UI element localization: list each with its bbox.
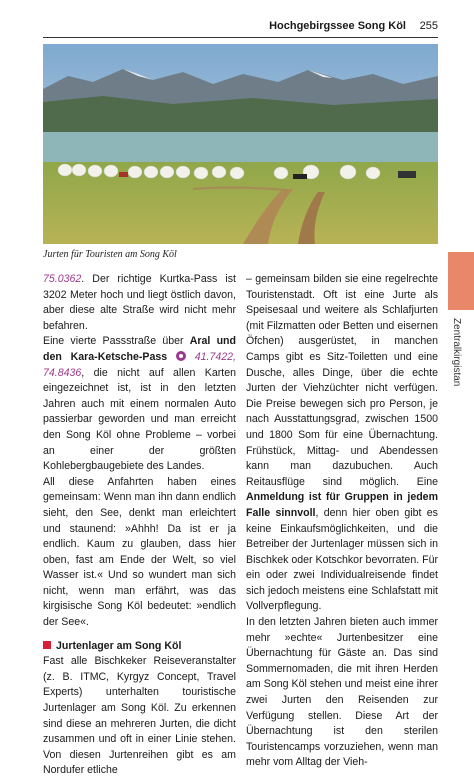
- coordinate: 41.7422, 74.8436: [43, 350, 236, 379]
- paragraph-text: Eine vierte Passstraße über: [43, 335, 190, 348]
- page-number: 255: [419, 20, 438, 32]
- section-title: Jurtenlager am Song Köl: [56, 639, 182, 652]
- paragraph-text: , denn hier oben gibt es keine Einkaufsmöglichkeiten, und die Betreiber der Jurtenlager müssen sich in Bischkek oder Kotschkor bevorraten. Für ein oder zwei Individualreisende findet sich jedoch meistens eine Schlafstatt mit Vollverpflegung.: [246, 506, 438, 613]
- photo-caption: Jurten für Touristen am Song Köl: [43, 249, 177, 260]
- paragraph: [246, 272, 438, 615]
- paragraph-text: – gemeinsam bilden sie eine regelrechte Touristenstadt. Oft ist eine Jurte als Speisesaal und weitere als Schlafjurten (mit Filzmatten oder Betten und eisernen Öfchen) ausgerüstet, in manchen Camps gibt es Sitz-Toiletten und eine Dusche, alles Dinge, über die echte Jurten der Viehzüchter nicht verfügen. Die Preise bewegen sich pro Person, je nach Ausstattungsgrad, zwischen 1500 und 1800 Som für eine Übernachtung. Frühstück, Mittag- und Abendessen kann man dazubuchen. Auch Reitausflüge sind möglich. Eine: [246, 273, 438, 488]
- coordinate: 75.0362: [43, 273, 82, 285]
- paragraph: [43, 272, 236, 334]
- header-rule: [43, 37, 438, 38]
- gps-icon: [176, 351, 186, 361]
- paragraph-text: , die nicht auf allen Karten eingezeichnet ist, ist in den letzten Jahren auch mit einem normalen Auto passierbar geworden und man erreicht den Song Köl ohne Probleme – vorbei an einer der größten Kohlebergbaugebiete des Landes.: [43, 366, 236, 473]
- yurt-camp-photo: [43, 44, 438, 244]
- section-marker-icon: [43, 641, 51, 649]
- chapter-tab: [448, 252, 474, 310]
- paragraph: All diese Anfahrten haben eines gemeinsam: Wenn man ihn dann endlich sieht, den See, denkt man erleichtert und staunend: »Ahhh! Da ist er ja endlich. Kaum zu glauben, dass hier oben, fast am Ende der Welt, so viel Wasser ist.« Und so wundert man sich nicht, wenn man erfährt, was das kirgisische Song Köl bedeutet: »endlich der See«.: [43, 475, 236, 629]
- paragraph: In den letzten Jahren bieten auch immer mehr »echte« Jurtenbesitzer eine Übernachtung für Gäste an. Das sind Sommernomaden, die mit ihren Herden am Song Köl stehen und meist eine ihrer zwei Jurten den Reisenden zur Verfügung stellen. Diese Art der Übernachtung ist den sterilen Touristencamps vorzuziehen, wenn man mehr vom Alltag der Vieh-: [246, 616, 438, 769]
- text-column-left: [43, 272, 236, 779]
- chapter-label: Zentralkirgistan: [451, 318, 462, 387]
- bold-text: Aral und den Kara-Ketsche-Pass: [43, 335, 236, 363]
- text-column-right: [246, 272, 438, 771]
- bold-text: Anmeldung ist für Gruppen in jedem Falle sinnvoll: [246, 491, 438, 519]
- paragraph: Fast alle Bischkeker Reiseveranstalter (z. B. ITMC, Kyrgyz Concept, Travel Experts) unterhalten touristische Jurtenlager am Song Köl. Zu erkennen sind diese an mehreren Jurten, die dicht zusammen und oft in einer Linie stehen. Von diesen Jurtenreihen gibt es am Nordufer etliche: [43, 655, 236, 777]
- paragraph: [43, 334, 236, 474]
- paragraph-text: . Der richtige Kurtka-Pass ist 3202 Meter hoch und liegt östlich davon, aber diese alte Straße wird nicht mehr befahren.: [43, 273, 236, 332]
- header-title: Hochgebirgssee Song Köl: [269, 20, 406, 32]
- section-heading: [43, 639, 236, 655]
